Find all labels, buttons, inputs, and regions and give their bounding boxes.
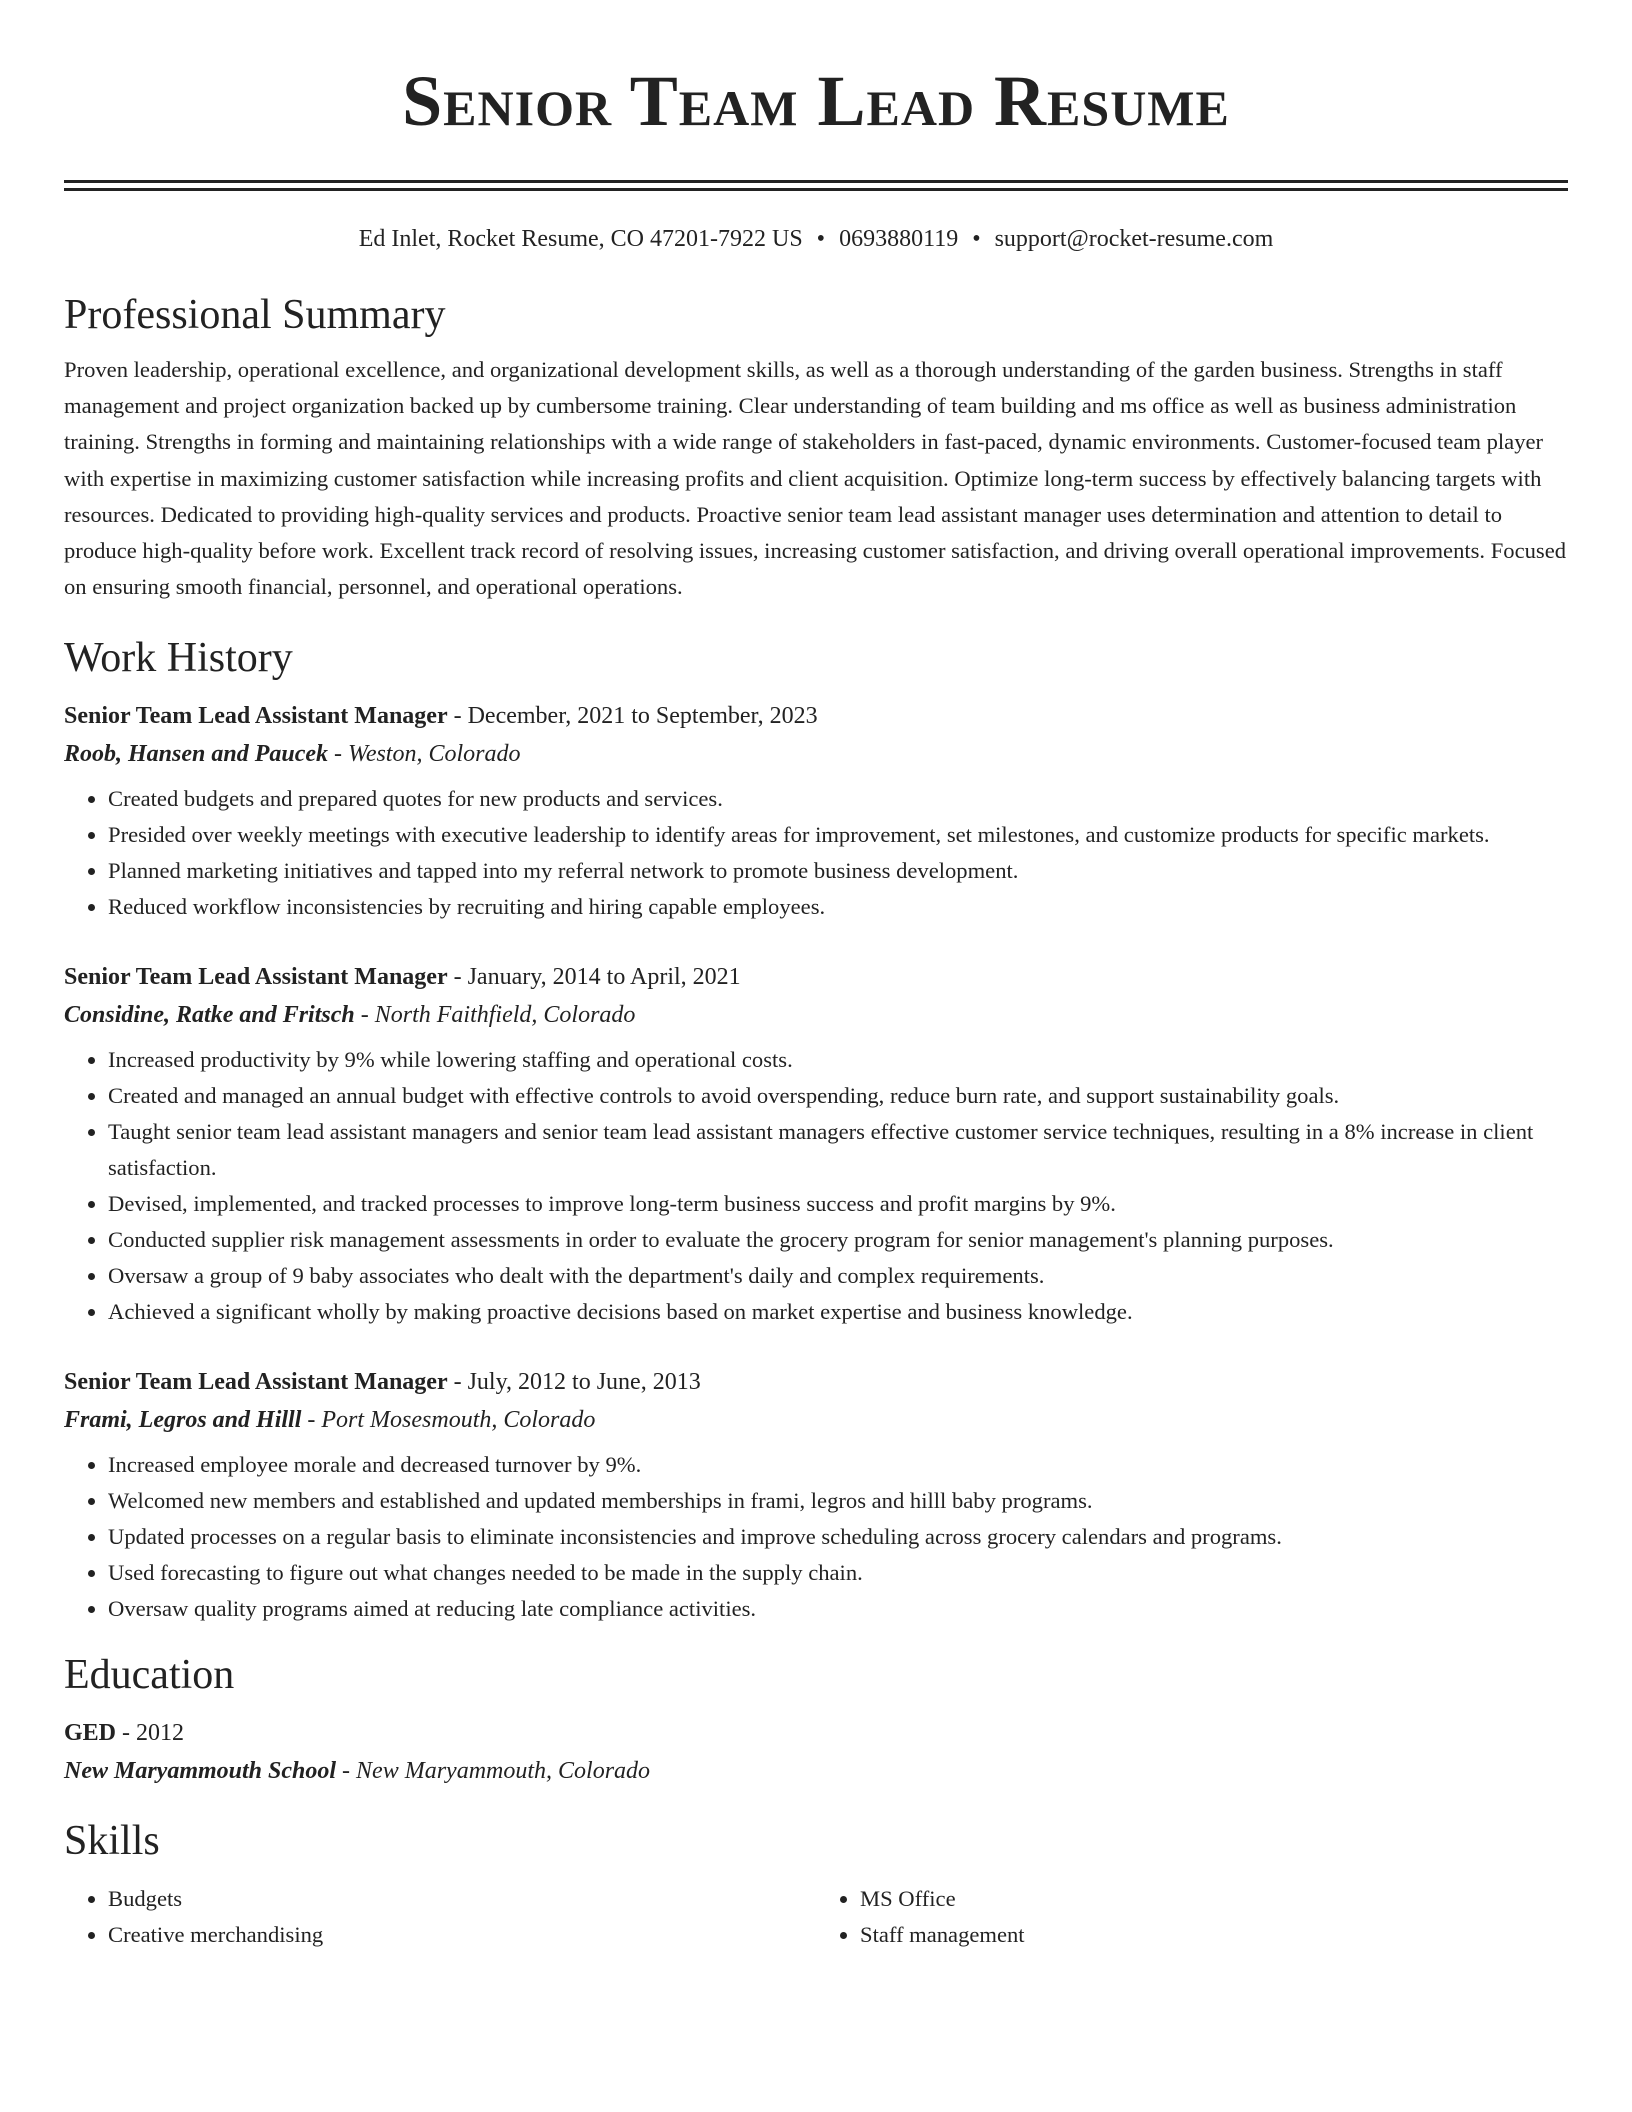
list-item: • Devised, implemented, and tracked processes to improve long-term business success and profit margins by 9%. xyxy=(108,1186,1568,1222)
list-item: • Staff management xyxy=(860,1917,1568,1953)
job-location: - Port Mosesmouth, Colorado xyxy=(301,1407,596,1434)
job-location: - North Faithfield, Colorado xyxy=(354,1002,636,1029)
skills-column-left xyxy=(64,1881,816,1953)
list-item: • Increased productivity by 9% while lowering staffing and operational costs. xyxy=(108,1042,1568,1078)
job-company-line xyxy=(64,734,1568,774)
job-dates: - July, 2012 to June, 2013 xyxy=(447,1369,701,1396)
list-item: • Budgets xyxy=(108,1881,816,1917)
job-company: Considine, Ratke and Fritsch xyxy=(64,1002,355,1029)
job-entry xyxy=(64,959,1568,1330)
list-item: • Reduced workflow inconsistencies by recruiting and hiring capable employees. xyxy=(108,889,1568,925)
job-bullets xyxy=(64,1447,1568,1627)
list-item: • Conducted supplier risk management assessments in order to evaluate the grocery program for senior management's planning purposes. xyxy=(108,1222,1568,1258)
contact-email[interactable]: support@rocket-resume.com xyxy=(994,226,1274,252)
education-degree-line xyxy=(64,1715,1568,1751)
job-entry xyxy=(64,1364,1568,1627)
contact-address: Ed Inlet, Rocket Resume, CO 47201-7922 US xyxy=(358,226,803,252)
summary-text: Proven leadership, operational excellence, and organizational development skills, as well as a thorough understanding of the garden business. Strengths in staff management and project organization backed up by cumbersome training. Clear understanding of team building and ms office as well as business administration training. Strengths in forming and maintaining relationships with a wide range of stakeholders in fast-paced, dynamic environments. Customer-focused team player with expertise in maximizing customer satisfaction while increasing profits and client acquisition. Optimize long-term success by effectively balancing targets with resources. Dedicated to providing high-quality services and products. Proactive senior team lead assistant manager uses determination and attention to detail to produce high-quality before work. Excellent track record of resolving issues, increasing customer satisfaction, and driving overall operational improvements. Focused on ensuring smooth financial, personnel, and operational operations. xyxy=(64,357,1567,600)
title-divider xyxy=(64,180,1568,191)
education-heading: Education xyxy=(64,1652,235,1699)
work-history-heading: Work History xyxy=(64,635,293,682)
job-title: Senior Team Lead Assistant Manager xyxy=(64,1369,448,1396)
job-title: Senior Team Lead Assistant Manager xyxy=(64,964,448,991)
contact-phone: 0693880119 xyxy=(839,226,959,252)
skills-heading: Skills xyxy=(64,1818,160,1865)
job-location: - Weston, Colorado xyxy=(328,741,521,768)
list-item: • Creative merchandising xyxy=(108,1917,816,1953)
job-company-line xyxy=(64,995,1568,1035)
job-title-line xyxy=(64,959,1568,995)
education-location: - New Maryammouth, Colorado xyxy=(336,1758,651,1785)
list-item: • Planned marketing initiatives and tapped into my referral network to promote business development. xyxy=(108,853,1568,889)
job-title-line xyxy=(64,1364,1568,1400)
job-company: Frami, Legros and Hilll xyxy=(64,1407,302,1434)
job-dates: - December, 2021 to September, 2023 xyxy=(447,703,818,730)
list-item: • Increased employee morale and decreased turnover by 9%. xyxy=(108,1447,1568,1483)
list-item: • Welcomed new members and established and updated memberships in frami, legros and hilll baby programs. xyxy=(108,1483,1568,1519)
job-bullets xyxy=(64,781,1568,925)
education-entry xyxy=(64,1715,1568,1791)
education-school-line xyxy=(64,1751,1568,1791)
contact-separator: • xyxy=(816,226,826,252)
list-item: • Achieved a significant wholly by making proactive decisions based on market expertise and business knowledge. xyxy=(108,1294,1568,1330)
summary-heading: Professional Summary xyxy=(64,292,446,338)
education-degree: GED xyxy=(64,1720,117,1747)
job-entry xyxy=(64,698,1568,925)
job-dates: - January, 2014 to April, 2021 xyxy=(447,964,741,991)
list-item: • MS Office xyxy=(860,1881,1568,1917)
list-item: • Updated processes on a regular basis to eliminate inconsistencies and improve scheduling across grocery calendars and programs. xyxy=(108,1519,1568,1555)
contact-separator: • xyxy=(972,226,981,252)
education-school: New Maryammouth School xyxy=(64,1758,337,1785)
skills-column-right xyxy=(816,1881,1568,1953)
contact-line xyxy=(64,223,1568,255)
list-item: • Oversaw a group of 9 baby associates who dealt with the department's daily and complex requirements. xyxy=(108,1258,1568,1294)
list-item: • Created and managed an annual budget with effective controls to avoid overspending, reduce burn rate, and support sustainability goals. xyxy=(108,1078,1568,1114)
list-item: • Taught senior team lead assistant managers and senior team lead assistant managers effective customer service techniques, resulting in a 8% increase in client satisfaction. xyxy=(108,1114,1568,1186)
list-item: • Used forecasting to figure out what changes needed to be made in the supply chain. xyxy=(108,1555,1568,1591)
education-year: - 2012 xyxy=(116,1720,185,1747)
skills-list xyxy=(64,1881,1568,1953)
job-company-line xyxy=(64,1400,1568,1440)
job-company: Roob, Hansen and Paucek xyxy=(64,741,329,768)
list-item: • Created budgets and prepared quotes for new products and services. xyxy=(108,781,1568,817)
list-item: • Presided over weekly meetings with executive leadership to identify areas for improvement, set milestones, and customize products for specific markets. xyxy=(108,817,1568,853)
job-title: Senior Team Lead Assistant Manager xyxy=(64,703,448,730)
job-title-line xyxy=(64,698,1568,734)
list-item: • Oversaw quality programs aimed at reducing late compliance activities. xyxy=(108,1591,1568,1627)
resume-title: Senior Team Lead Resume xyxy=(402,61,1230,141)
job-bullets xyxy=(64,1042,1568,1330)
